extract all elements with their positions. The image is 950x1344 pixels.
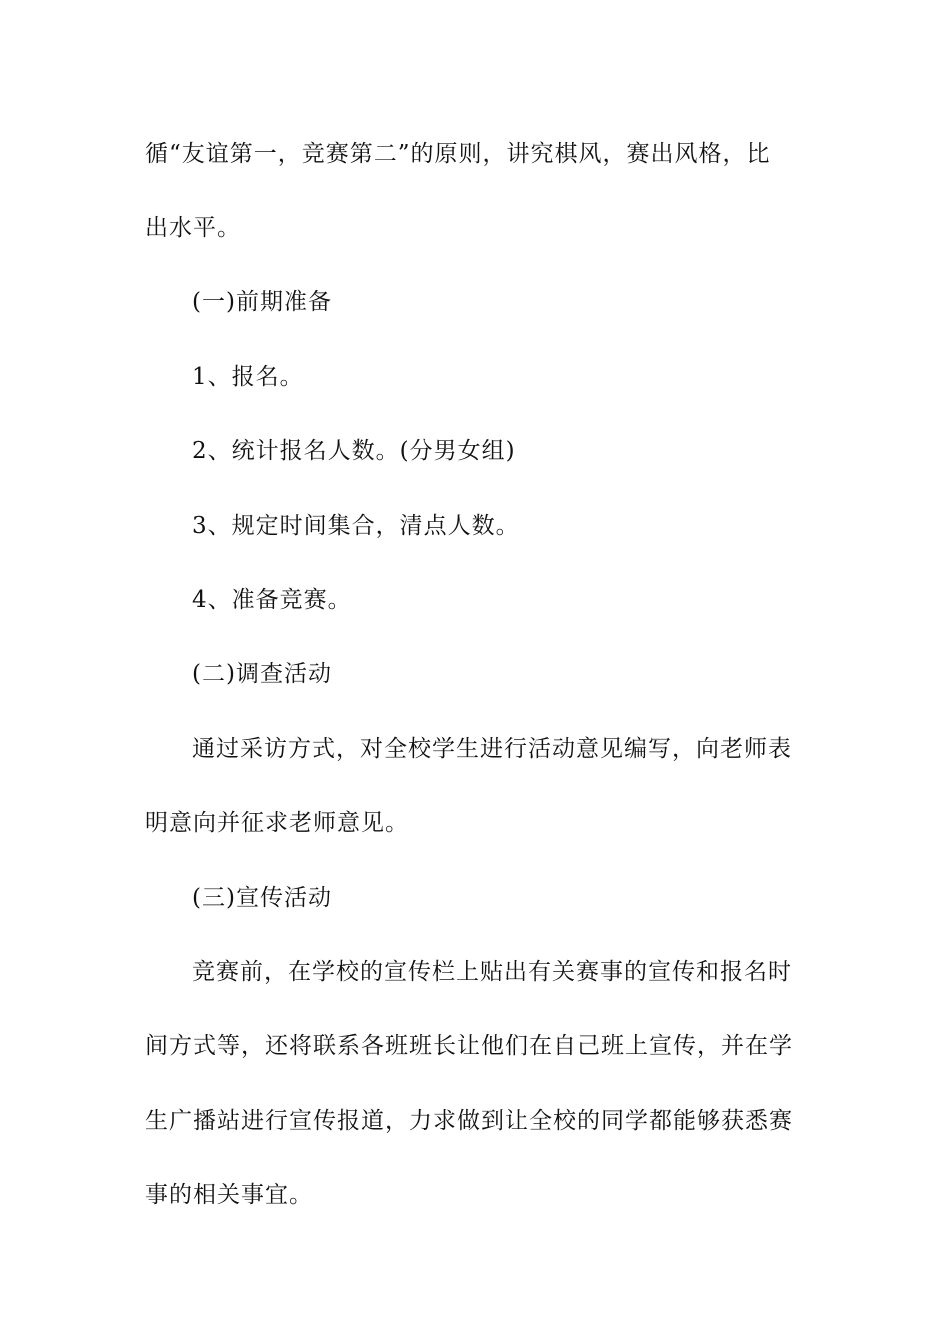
list-item: 2、统计报名人数。(分男女组) bbox=[192, 438, 516, 464]
body-text-line: 竞赛前，在学校的宣传栏上贴出有关赛事的宣传和报名时 bbox=[192, 959, 792, 985]
section-heading-publicity: (三)宣传活动 bbox=[192, 885, 332, 911]
section-heading-preparation: (一)前期准备 bbox=[192, 289, 332, 315]
body-text-line: 明意向并征求老师意见。 bbox=[145, 810, 409, 836]
list-item: 3、规定时间集合，清点人数。 bbox=[192, 513, 520, 539]
body-text-line: 出水平。 bbox=[145, 215, 241, 241]
body-text-line: 生广播站进行宣传报道，力求做到让全校的同学都能够获悉赛 bbox=[145, 1108, 793, 1134]
body-text-line: 间方式等，还将联系各班班长让他们在自己班上宣传，并在学 bbox=[145, 1033, 793, 1059]
section-heading-survey: (二)调查活动 bbox=[192, 661, 332, 687]
body-text-line: 循“友谊第一，竞赛第二”的原则，讲究棋风，赛出风格，比 bbox=[145, 141, 771, 167]
list-item: 4、准备竞赛。 bbox=[192, 587, 352, 613]
body-text-line: 通过采访方式，对全校学生进行活动意见编写，向老师表 bbox=[192, 736, 792, 762]
body-text-line: 事的相关事宜。 bbox=[145, 1182, 313, 1208]
list-item: 1、报名。 bbox=[192, 364, 304, 390]
